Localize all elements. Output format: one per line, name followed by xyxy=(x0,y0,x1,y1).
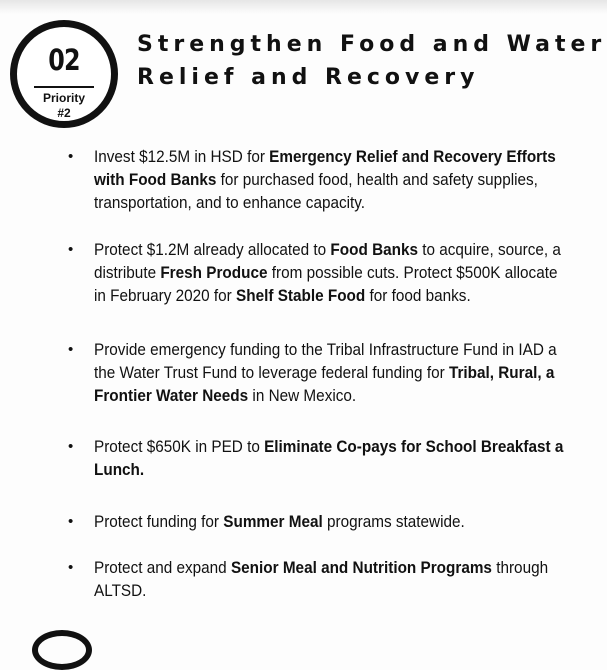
text-line xyxy=(94,384,557,407)
emphasis-text: Fresh Produce xyxy=(160,263,268,282)
next-badge-edge xyxy=(32,630,92,670)
body-text: through xyxy=(491,558,549,577)
text-line xyxy=(94,361,557,384)
text-line xyxy=(94,284,561,307)
body-text: from possible cuts. Protect $500K allocate xyxy=(267,263,558,282)
bullet-icon: • xyxy=(68,241,74,258)
text-line xyxy=(94,238,561,261)
bullet-icon: • xyxy=(68,148,74,165)
emphasis-text: Senior Meal and Nutrition Programs xyxy=(230,558,492,577)
text-line xyxy=(94,435,563,458)
emphasis-text: Lunch. xyxy=(94,460,145,479)
body-text: Protect and expand xyxy=(94,558,231,577)
bullet-icon: • xyxy=(68,513,74,530)
text-line xyxy=(94,458,563,481)
body-text: Protect $650K in PED to xyxy=(94,437,265,456)
text-line xyxy=(94,168,556,191)
list-item-text xyxy=(94,556,548,602)
body-text: Protect $1.2M already allocated to xyxy=(94,240,331,259)
emphasis-text: Summer Meal xyxy=(223,512,323,531)
heading-line-1: Strengthen Food and Water xyxy=(137,32,607,57)
list-item-text xyxy=(94,435,563,481)
emphasis-text: Frontier Water Needs xyxy=(94,386,249,405)
body-text: distribute xyxy=(94,263,161,282)
priority-badge xyxy=(10,20,118,128)
emphasis-text: Food Banks xyxy=(330,240,418,259)
badge-label-line2: #2 xyxy=(57,106,71,120)
list-item-text xyxy=(94,338,557,407)
emphasis-text: Emergency Relief and Recovery Efforts xyxy=(269,147,556,166)
bullet-icon: • xyxy=(68,438,74,455)
scan-edge xyxy=(0,0,607,14)
body-text: Invest $12.5M in HSD for xyxy=(94,147,270,166)
body-text: Protect funding for xyxy=(94,512,224,531)
text-line xyxy=(94,338,557,361)
body-text: for food banks. xyxy=(365,286,471,305)
bullet-icon: • xyxy=(68,341,74,358)
body-text: programs statewide. xyxy=(322,512,465,531)
emphasis-text: with Food Banks xyxy=(94,170,217,189)
body-text: in February 2020 for xyxy=(94,286,237,305)
body-text: ALTSD. xyxy=(94,581,147,600)
heading-line-2: Relief and Recovery xyxy=(137,65,480,90)
text-line xyxy=(94,510,465,533)
body-text: transportation, and to enhance capacity. xyxy=(94,193,366,212)
emphasis-text: Tribal, Rural, a xyxy=(448,363,555,382)
emphasis-text: Shelf Stable Food xyxy=(236,286,366,305)
text-line xyxy=(94,556,548,579)
list-item-text xyxy=(94,238,561,307)
badge-number: 02 xyxy=(48,43,80,77)
badge-label xyxy=(17,91,111,121)
text-line xyxy=(94,191,556,214)
text-line xyxy=(94,145,556,168)
list-item-text xyxy=(94,145,556,214)
emphasis-text: Eliminate Co-pays for School Breakfast a xyxy=(264,437,564,456)
bullet-icon: • xyxy=(68,559,74,576)
body-text: Provide emergency funding to the Tribal Infrastructure Fund in IAD a xyxy=(94,340,557,359)
body-text: in New Mexico. xyxy=(248,386,357,405)
text-line xyxy=(94,579,548,602)
badge-divider xyxy=(34,86,94,88)
body-text: the Water Trust Fund to leverage federal funding for xyxy=(94,363,449,382)
badge-label-line1: Priority xyxy=(42,91,85,105)
list-item-text xyxy=(94,510,465,533)
body-text: to acquire, source, a xyxy=(418,240,561,259)
body-text: for purchased food, health and safety supplies, xyxy=(216,170,538,189)
section-heading xyxy=(137,28,606,94)
text-line xyxy=(94,261,561,284)
